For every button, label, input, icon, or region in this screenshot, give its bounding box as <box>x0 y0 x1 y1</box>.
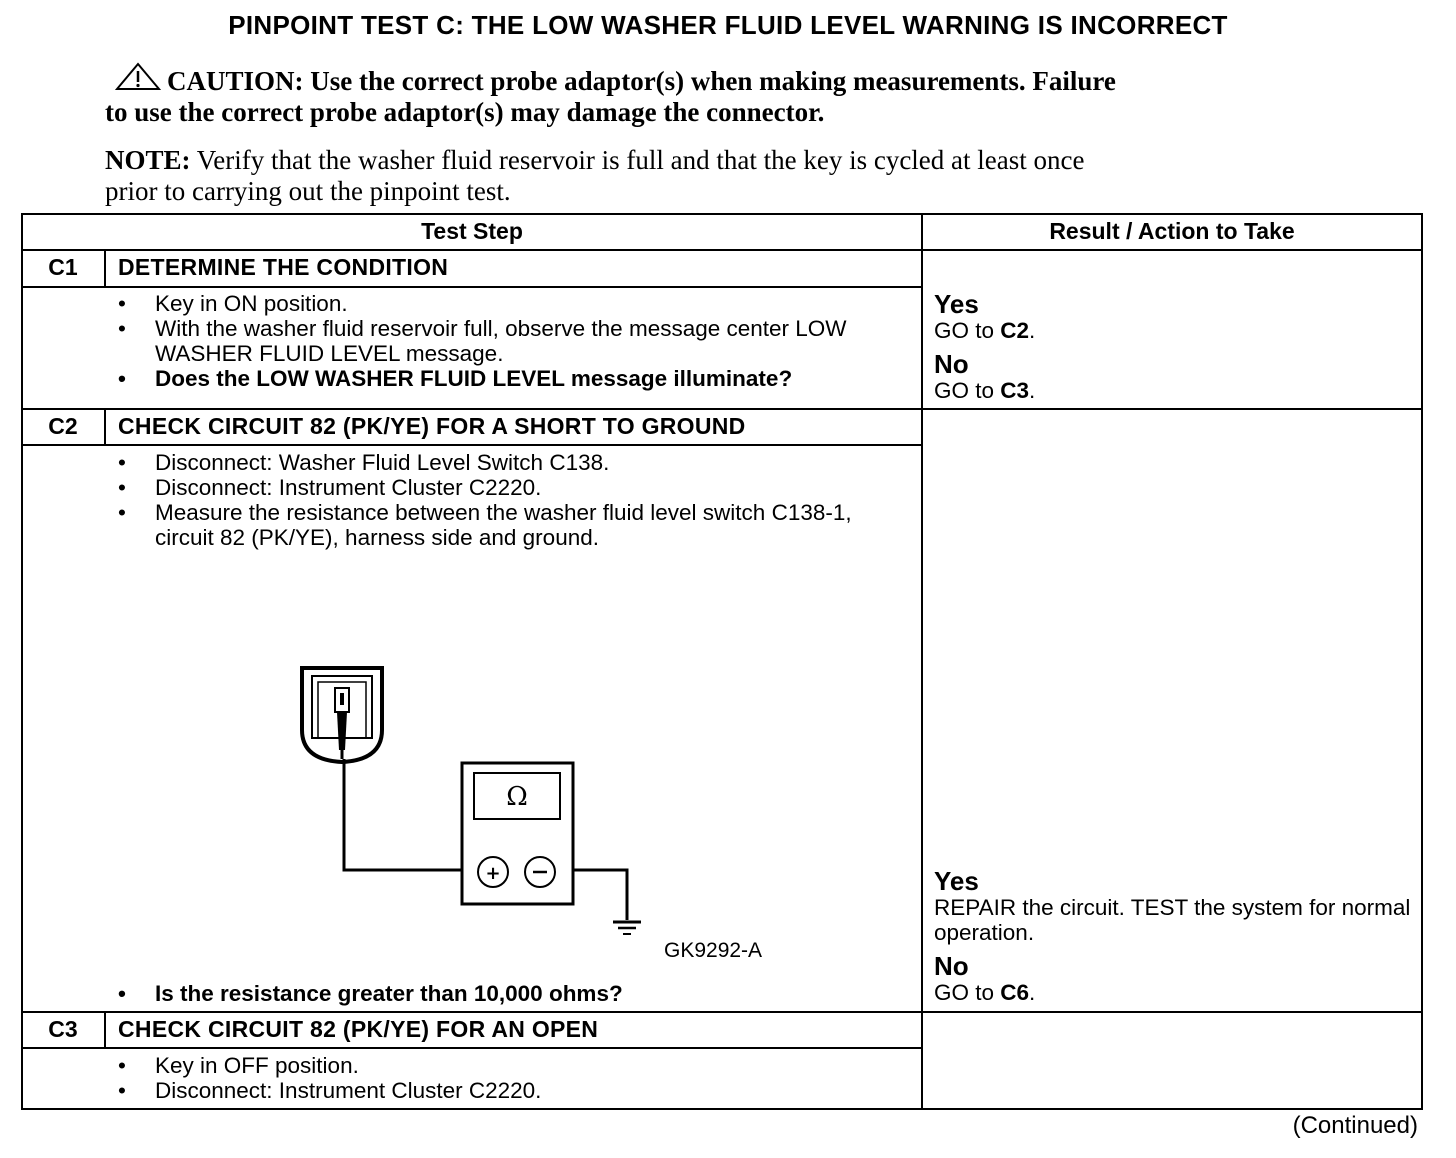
no-label: No <box>934 349 969 379</box>
note-label: NOTE: <box>105 145 191 175</box>
goto-c3-link[interactable]: C3 <box>1000 378 1030 403</box>
header-result: Result / Action to Take <box>1049 218 1295 244</box>
yes-label: Yes <box>934 289 979 319</box>
no-label: No <box>934 951 969 981</box>
goto-c2-link[interactable]: C2 <box>1000 318 1030 343</box>
caution-block <box>105 62 1305 128</box>
step-title-c3: CHECK CIRCUIT 82 (PK/YE) FOR AN OPEN <box>118 1016 599 1042</box>
step-id-c2: C2 <box>48 413 78 439</box>
step-id-c1: C1 <box>48 254 78 280</box>
caution-line-1: CAUTION: Use the correct probe adaptor(s) when making measurements. Failure <box>167 66 1116 96</box>
step-c1-question: • Does the LOW WASHER FLUID LEVEL message illuminate? <box>118 366 898 391</box>
list-item: • Disconnect: Instrument Cluster C2220. <box>118 1078 898 1103</box>
svg-text:+: + <box>485 863 501 884</box>
list-item: • Disconnect: Instrument Cluster C2220. <box>118 475 878 500</box>
step-c1-bullets <box>118 291 898 391</box>
list-item: • Measure the resistance between the washer fluid level switch C138-1, circuit 82 (PK/YE), harness side and ground. <box>118 500 878 550</box>
note-block <box>105 145 1305 207</box>
caution-line-2: to use the correct probe adaptor(s) may damage the connector. <box>105 97 825 127</box>
step-c2-question-list <box>118 981 898 1006</box>
step-c2-result: Yes REPAIR the circuit. TEST the system for normal operation. No GO to C6. <box>934 867 1414 1005</box>
step-c1-result: Yes GO to C2. No GO to C3. <box>934 290 1404 403</box>
page-title: PINPOINT TEST C: THE LOW WASHER FLUID LEVEL WARNING IS INCORRECT <box>228 10 1228 40</box>
continued-label: (Continued) <box>1292 1112 1418 1139</box>
step-c2-yes-text: REPAIR the circuit. TEST the system for normal operation. <box>934 895 1411 945</box>
note-text: Verify that the washer fluid reservoir is full and that the key is cycled at least once <box>196 145 1085 175</box>
list-item: • Key in OFF position. <box>118 1053 898 1078</box>
meter-symbol: Ω <box>506 782 528 812</box>
step-title-c1: DETERMINE THE CONDITION <box>118 254 449 280</box>
step-id-c3: C3 <box>48 1016 78 1042</box>
ohmmeter-icon <box>462 763 573 904</box>
step-title-c2: CHECK CIRCUIT 82 (PK/YE) FOR A SHORT TO GROUND <box>118 413 746 439</box>
ohmmeter-diagram <box>290 660 650 950</box>
list-item: • Disconnect: Washer Fluid Level Switch C138. <box>118 450 878 475</box>
step-c3-bullets <box>118 1053 898 1103</box>
yes-label: Yes <box>934 866 979 896</box>
list-item: • With the washer fluid reservoir full, observe the message center LOW WASHER FLUID LEVEL message. <box>118 316 898 366</box>
ground-icon <box>613 922 641 934</box>
list-item: • Key in ON position. <box>118 291 898 316</box>
step-c2-question: • Is the resistance greater than 10,000 ohms? <box>118 981 898 1006</box>
warning-triangle-icon <box>115 62 161 92</box>
goto-c6-link[interactable]: C6 <box>1000 980 1030 1005</box>
header-test-step: Test Step <box>421 218 523 244</box>
connector-icon <box>302 668 382 762</box>
figure-id: GK9292-A <box>664 939 763 962</box>
step-c2-bullets <box>118 450 878 550</box>
note-text-2: prior to carrying out the pinpoint test. <box>105 176 511 206</box>
